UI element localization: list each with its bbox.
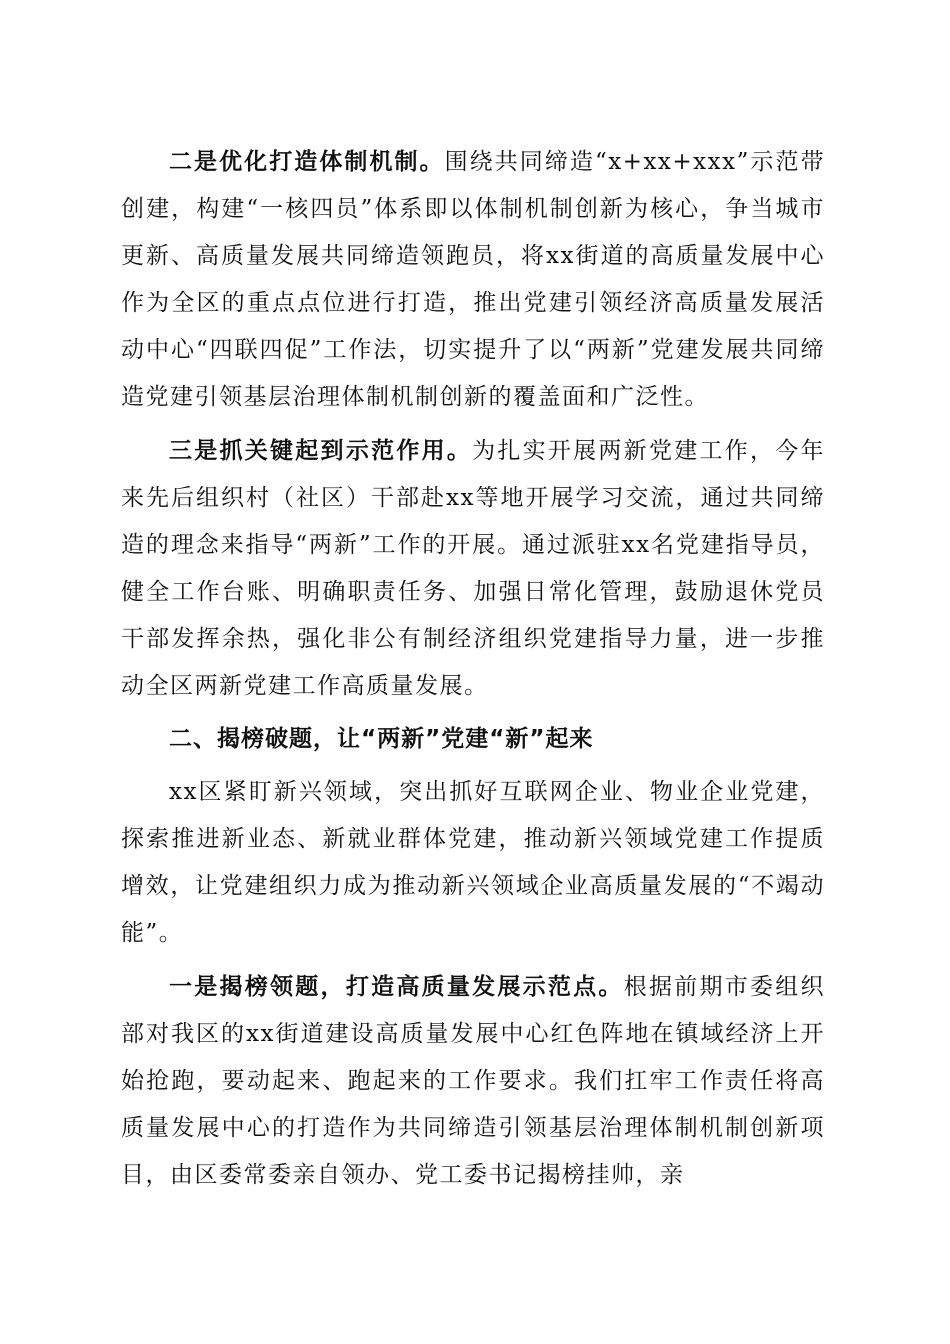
document-body (121, 138, 825, 1205)
section-heading: 二、揭榜破题，让“两新”党建“新”起来 (169, 726, 594, 752)
paragraph-lead: 三是抓关键起到示范作用。 (169, 437, 473, 464)
paragraph-text: 为扎实开展两新党建工作，今年来先后组织村（社区）干部赴xx等地开展学习交流，通过共同缔造的理念来指导“两新”工作的开展。通过派驻xx名党建指导员，健全工作台账、明确职责任务、加强日常化管理，鼓励退休党员干部发挥余热，强化非公有制经济组织党建指导力量，进一步推动全区两新党建工作高质量发展。 (121, 438, 826, 699)
paragraph-new-fields (121, 769, 825, 957)
paragraph-text: 根据前期市委组织部对我区的xx街道建设高质量发展中心红色阵地在镇域经济上开始抢跑，要动起来、跑起来的工作要求。我们扛牢工作责任将高质量发展中心的打造作为共同缔造引领基层治理体制机制创新项目，由区委常委亲自领办、党工委书记揭榜挂帅，亲 (121, 974, 826, 1188)
paragraph-demonstration-point (121, 963, 825, 1199)
paragraph-lead: 一是揭榜领题，打造高质量发展示范点。 (169, 973, 624, 1000)
paragraph-optimize-system (121, 138, 825, 421)
paragraph-text: 围绕共同缔造“x+xx+xxx”示范带创建，构建“一核四员”体系即以体制机制创新为核心，争当城市更新、高质量发展共同缔造领跑员，将xx街道的高质量发展中心作为全区的重点点位进行打造，推出党建引领经济高质量发展活动中心“四联四促”工作法，切实提升了以“两新”党建发展共同缔造党建引领基层治理体制机制创新的覆盖面和广泛性。 (121, 149, 826, 410)
paragraph-key-demonstration (121, 427, 825, 710)
paragraph-lead: 二是优化打造体制机制。 (169, 148, 445, 175)
paragraph-text: xx区紧盯新兴领域，突出抓好互联网企业、物业企业党建，探索推进新业态、新就业群体党建，推动新兴领域党建工作提质增效，让党建组织力成为推动新兴领域企业高质量发展的“不竭动能”。 (121, 779, 825, 946)
